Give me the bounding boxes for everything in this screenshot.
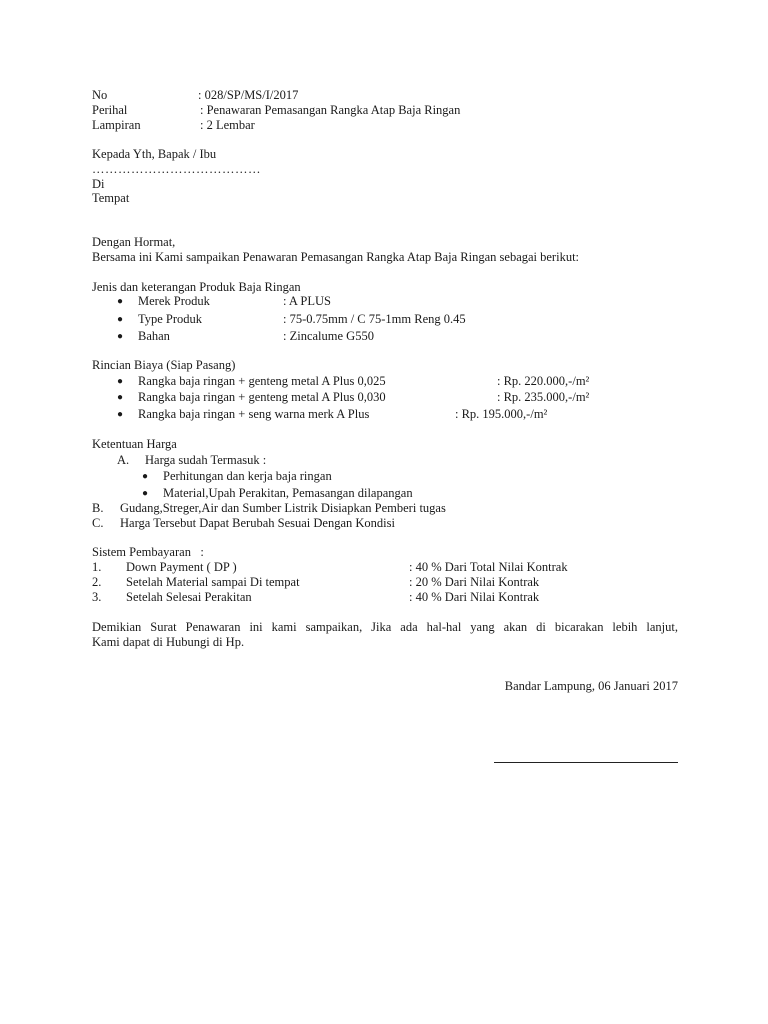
payment-item-number: 1. — [92, 560, 102, 574]
cost-item-value: : Rp. 220.000,-/m² — [497, 374, 590, 388]
payment-heading: Sistem Pembayaran : — [92, 545, 204, 559]
bullet-icon: ● — [117, 296, 124, 307]
subject-label: Perihal — [92, 103, 128, 117]
bullet-icon: ● — [142, 471, 149, 482]
bullet-icon: ● — [117, 409, 124, 420]
bullet-icon: ● — [117, 314, 124, 325]
recipient-blank-dots: ………………………………… — [92, 162, 261, 176]
place-date: Bandar Lampung, 06 Januari 2017 — [504, 679, 678, 693]
payment-item-value: : 40 % Dari Nilai Kontrak — [409, 590, 540, 604]
greeting: Dengan Hormat, — [92, 235, 176, 249]
closing-paragraph-line1: Demikian Surat Penawaran ini kami sampaikan, Jika ada hal-hal yang akan di bicarakan lebih lanjut, — [92, 620, 678, 634]
terms-a-text: Harga sudah Termasuk : — [145, 453, 267, 467]
payment-item-label: Down Payment ( DP ) — [126, 560, 237, 574]
number-label: No — [92, 88, 108, 102]
terms-a-item: Perhitungan dan kerja baja ringan — [163, 469, 332, 483]
recipient-salutation: Kepada Yth, Bapak / Ibu — [92, 147, 217, 161]
terms-c-marker: C. — [92, 516, 104, 530]
cost-item-label: Rangka baja ringan + genteng metal A Plus 0,030 — [138, 390, 386, 404]
bullet-icon: ● — [117, 331, 124, 342]
subject-value: : Penawaran Pemasangan Rangka Atap Baja Ringan — [200, 103, 461, 117]
terms-a-item: Material,Upah Perakitan, Pemasangan dilapangan — [163, 486, 413, 500]
cost-item-value: : Rp. 195.000,-/m² — [455, 407, 548, 421]
product-item-value: : 75-0.75mm / C 75-1mm Reng 0.45 — [283, 312, 466, 326]
number-value: : 028/SP/MS/I/2017 — [198, 88, 299, 102]
attachment-value: : 2 Lembar — [200, 118, 255, 132]
payment-item-value: : 40 % Dari Total Nilai Kontrak — [409, 560, 568, 574]
recipient-di: Di — [92, 177, 105, 191]
cost-heading: Rincian Biaya (Siap Pasang) — [92, 358, 236, 372]
payment-item-number: 2. — [92, 575, 102, 589]
bullet-icon: ● — [142, 488, 149, 499]
cost-item-value: : Rp. 235.000,-/m² — [497, 390, 590, 404]
payment-item-value: : 20 % Dari Nilai Kontrak — [409, 575, 540, 589]
product-item-value: : Zincalume G550 — [283, 329, 374, 343]
bullet-icon: ● — [117, 392, 124, 403]
attachment-label: Lampiran — [92, 118, 141, 132]
bullet-icon: ● — [117, 376, 124, 387]
closing-paragraph-line2: Kami dapat di Hubungi di Hp. — [92, 635, 245, 649]
intro-paragraph: Bersama ini Kami sampaikan Penawaran Pemasangan Rangka Atap Baja Ringan sebagai berikut: — [92, 250, 580, 264]
payment-item-number: 3. — [92, 590, 102, 604]
cost-item-label: Rangka baja ringan + seng warna merk A Plus — [138, 407, 370, 421]
payment-item-label: Setelah Selesai Perakitan — [126, 590, 252, 604]
terms-b-text: Gudang,Streger,Air dan Sumber Listrik Disiapkan Pemberi tugas — [120, 501, 446, 515]
product-item-label: Type Produk — [138, 312, 203, 326]
terms-a-marker: A. — [117, 453, 130, 467]
product-item-label: Bahan — [138, 329, 170, 343]
terms-heading: Ketentuan Harga — [92, 437, 177, 451]
terms-c-text: Harga Tersebut Dapat Berubah Sesuai Dengan Kondisi — [120, 516, 395, 530]
payment-item-label: Setelah Material sampai Di tempat — [126, 575, 300, 589]
signature-line — [494, 762, 678, 763]
product-heading: Jenis dan keterangan Produk Baja Ringan — [92, 280, 301, 294]
product-item-value: : A PLUS — [283, 294, 331, 308]
cost-item-label: Rangka baja ringan + genteng metal A Plus 0,025 — [138, 374, 386, 388]
product-item-label: Merek Produk — [138, 294, 210, 308]
terms-b-marker: B. — [92, 501, 104, 515]
recipient-place: Tempat — [92, 191, 130, 205]
